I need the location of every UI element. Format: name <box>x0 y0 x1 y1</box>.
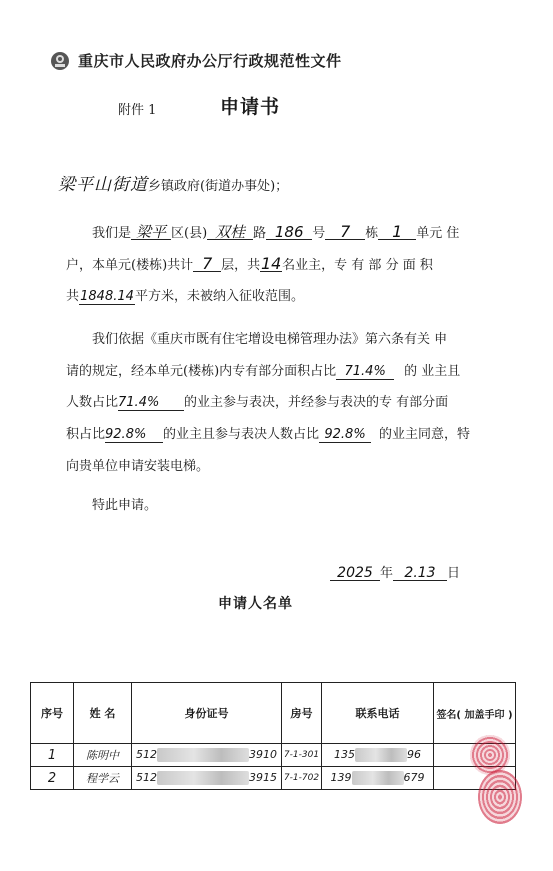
phone-prefix: 139 <box>330 771 352 784</box>
pct2-field: 71.4% <box>118 396 184 411</box>
para1-line3 <box>66 285 304 305</box>
id-suffix: 3910 <box>249 748 277 761</box>
redacted-id <box>157 771 249 785</box>
recipient-handwritten: 梁平山街道 <box>58 175 148 195</box>
phone-suffix: 679 <box>403 771 425 784</box>
area-label: 平方米，未被纳入征收范围。 <box>135 289 305 304</box>
table-row <box>31 767 516 790</box>
para1-line1 <box>92 222 459 241</box>
cell-id <box>132 767 282 790</box>
id-prefix: 512 <box>136 748 157 761</box>
para2-l4a: 积占比 <box>66 427 106 442</box>
document-header <box>50 50 342 71</box>
cell-id <box>132 744 282 767</box>
header-title: 重庆市人民政府办公厅行政规范性文件 <box>78 52 342 70</box>
header-name: 姓 名 <box>74 683 132 744</box>
government-emblem-icon <box>50 51 70 71</box>
para2-line5: 向贵单位申请安装电梯。 <box>66 459 210 474</box>
road-field: 双桂 <box>207 225 253 240</box>
para2-line1: 我们依据《重庆市既有住宅增设电梯管理办法》第六条有关 申 <box>92 332 448 347</box>
building-label: 栋 <box>365 226 379 241</box>
phone-suffix: 96 <box>407 748 421 761</box>
pct4-field: 92.8% <box>319 428 371 443</box>
applicant-table <box>30 682 516 790</box>
cell-no: 2 <box>31 767 74 790</box>
pct3-field: 92.8% <box>105 428 163 443</box>
table-header-row <box>31 683 516 744</box>
district-field: 梁平 <box>131 225 171 240</box>
cell-phone <box>322 744 434 767</box>
date-year-suffix: 年 <box>380 566 394 581</box>
fingerprint-mark <box>478 770 522 824</box>
para2-line4 <box>66 423 470 443</box>
redacted-id <box>157 748 249 762</box>
para2-l2a: 请的规定，经本单元(楼栋)内专有部分面积占比 <box>66 364 337 379</box>
building-field: 7 <box>325 225 365 240</box>
owners-field: 14 <box>260 254 282 273</box>
header-phone: 联系电话 <box>322 683 434 744</box>
para2-l3b: 的业主参与表决，并经参与表决的专 有部分面 <box>184 395 449 410</box>
date-line <box>330 562 460 581</box>
road-label: 路 <box>253 226 267 241</box>
floors-lead: 户，本单元(楼栋)共计 <box>66 258 194 273</box>
recipient-suffix: 乡镇政府(街道办事处)； <box>148 179 289 194</box>
header-no: 序号 <box>31 683 74 744</box>
para2-line3 <box>66 391 448 411</box>
attachment-label: 附件 1 <box>118 103 157 118</box>
document-title: 申请书 <box>220 96 281 118</box>
recipient-line <box>58 170 288 195</box>
date-year: 2025 <box>330 566 380 581</box>
cell-phone <box>322 767 434 790</box>
header-room: 房号 <box>282 683 322 744</box>
header-signature: 签名( 加盖手印 ) <box>434 683 516 744</box>
cell-room: 7-1-702 <box>282 767 322 790</box>
fingerprint-mark <box>470 735 510 775</box>
area-lead: 共 <box>66 289 80 304</box>
cell-room: 7-1-301 <box>282 744 322 767</box>
floors-label: 层，共 <box>221 258 261 273</box>
cell-name: 陈明中 <box>74 744 132 767</box>
redacted-phone <box>352 771 404 785</box>
number-label: 号 <box>312 226 326 241</box>
para1-line2 <box>66 254 433 273</box>
date-month-day: 2.13 <box>393 566 447 581</box>
phone-prefix: 135 <box>334 748 355 761</box>
floors-field: 7 <box>193 257 221 272</box>
redacted-phone <box>355 748 407 762</box>
para2-l4b: 的业主且参与表决人数占比 <box>163 427 320 442</box>
id-prefix: 512 <box>136 771 157 784</box>
table-row <box>31 744 516 767</box>
unit-label: 单元 住 <box>416 226 460 241</box>
cell-name: 程学云 <box>74 767 132 790</box>
district-label: 区(县) <box>171 226 208 241</box>
area-field: 1848.14 <box>80 289 134 304</box>
unit-field: 1 <box>378 225 416 240</box>
number-field: 186 <box>266 225 312 240</box>
pct1-field: 71.4% <box>336 365 394 380</box>
closing-text: 特此申请。 <box>92 498 158 513</box>
owners-label: 名业主，专 有 部 分 面 积 <box>282 258 433 273</box>
date-day-suffix: 日 <box>447 566 461 581</box>
cell-no: 1 <box>31 744 74 767</box>
para2-l2b: 的 业主且 <box>404 364 461 379</box>
para2-l4c: 的业主同意，特 <box>379 427 471 442</box>
para2-line2 <box>66 360 460 380</box>
para1-lead: 我们是 <box>92 226 132 241</box>
id-suffix: 3915 <box>249 771 277 784</box>
para2-l3a: 人数占比 <box>66 395 119 410</box>
applicant-list-title: 申请人名单 <box>218 596 293 612</box>
header-id: 身份证号 <box>132 683 282 744</box>
